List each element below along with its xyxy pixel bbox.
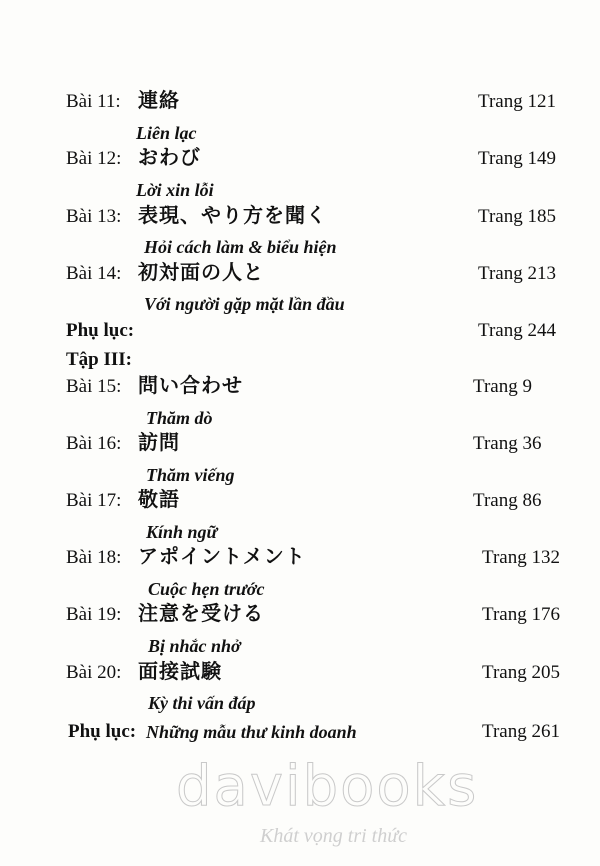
- watermark-logo: davibooks: [176, 754, 479, 819]
- lesson-title-vi: Kính ngữ: [146, 522, 218, 542]
- lesson-title-jp: 初対面の人と: [138, 260, 264, 284]
- appendix-label: Phụ lục:: [66, 320, 135, 341]
- lesson-title-jp: アポイントメント: [138, 544, 306, 568]
- toc-entry: [0, 88, 600, 118]
- lesson-number: Bài 20:: [66, 662, 122, 683]
- lesson-title-jp: 敬語: [138, 487, 180, 511]
- lesson-number: Bài 16:: [66, 433, 122, 454]
- toc-volume-heading: [0, 346, 600, 376]
- page-reference: Trang 213: [478, 263, 556, 284]
- lesson-title-jp: おわび: [138, 145, 201, 169]
- toc-appendix: [0, 718, 600, 748]
- lesson-title-vi: Cuộc hẹn trước: [148, 579, 265, 599]
- page-reference: Trang 205: [482, 662, 560, 683]
- lesson-title-jp: 訪問: [138, 430, 180, 454]
- lesson-title-jp: 面接試験: [138, 659, 222, 683]
- lesson-title-vi: Lời xin lỗi: [136, 180, 214, 200]
- lesson-number: Bài 12:: [66, 148, 122, 169]
- page-reference: Trang 132: [482, 547, 560, 568]
- page-reference: Trang 9: [473, 376, 532, 397]
- page-reference: Trang 176: [482, 604, 560, 625]
- lesson-title-jp: 注意を受ける: [138, 601, 264, 625]
- lesson-title-vi: Liên lạc: [136, 123, 197, 143]
- lesson-number: Bài 11:: [66, 91, 121, 112]
- lesson-title-vi: Bị nhắc nhở: [148, 636, 241, 656]
- page-reference: Trang 121: [478, 91, 556, 112]
- lesson-title-vi: Thăm dò: [146, 408, 213, 428]
- toc-entry: [0, 203, 600, 233]
- lesson-number: Bài 15:: [66, 376, 122, 397]
- lesson-title-jp: 表現、やり方を聞く: [138, 203, 327, 227]
- watermark-slogan: Khát vọng tri thức: [260, 825, 408, 847]
- page-reference: Trang 185: [478, 206, 556, 227]
- toc-entry: [0, 430, 600, 460]
- page-reference: Trang 149: [478, 148, 556, 169]
- volume-label: Tập III:: [66, 349, 132, 370]
- lesson-number: Bài 18:: [66, 547, 122, 568]
- lesson-title-vi: Thăm viếng: [146, 465, 235, 485]
- lesson-number: Bài 13:: [66, 206, 122, 227]
- page-reference: Trang 36: [473, 433, 542, 454]
- lesson-number: Bài 17:: [66, 490, 122, 511]
- appendix-title: Những mẫu thư kinh doanh: [146, 722, 357, 742]
- toc-entry: [0, 373, 600, 403]
- lesson-number: Bài 19:: [66, 604, 122, 625]
- toc-entry: [0, 145, 600, 175]
- toc-entry: [0, 659, 600, 689]
- lesson-title-vi: Với người gặp mặt lần đầu: [144, 294, 345, 314]
- toc-entry: [0, 487, 600, 517]
- toc-subtitle: [0, 690, 600, 720]
- lesson-title-vi: Kỳ thi vấn đáp: [148, 693, 256, 713]
- lesson-title-jp: 連絡: [138, 88, 180, 112]
- appendix-label: Phụ lục:: [68, 721, 137, 742]
- lesson-number: Bài 14:: [66, 263, 122, 284]
- page-reference: Trang 244: [478, 320, 556, 341]
- lesson-title-jp: 問い合わせ: [138, 373, 243, 397]
- page-reference: Trang 261: [482, 721, 560, 742]
- toc-entry: [0, 544, 600, 574]
- toc-entry: [0, 601, 600, 631]
- toc-entry: [0, 260, 600, 290]
- lesson-title-vi: Hỏi cách làm & biểu hiện: [144, 237, 337, 257]
- toc-appendix: [0, 317, 600, 347]
- page-reference: Trang 86: [473, 490, 542, 511]
